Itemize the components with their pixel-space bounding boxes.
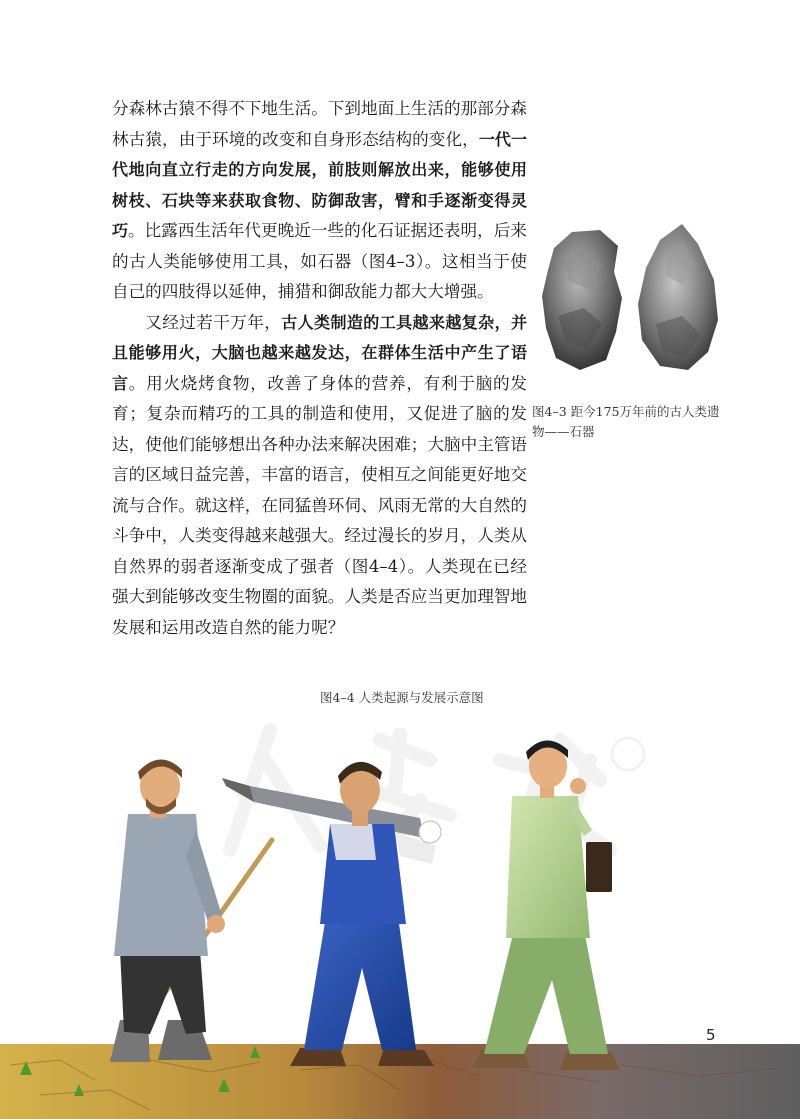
body-text [112, 94, 527, 643]
paragraph-2 [112, 308, 527, 644]
paragraph-1 [112, 94, 527, 308]
bold-text: 一代一代地向直立行走的方向发展，前肢则解放出来，能够使用树枝、石块等来获取食物、防御敌害，臂和手逐渐变得灵巧 [112, 129, 527, 240]
text-run: 。用火烧烤食物，改善了身体的营养，有利于脑的发育；复杂而精巧的工具的制造和使用，又促进了脑的发达，使他们能够想出各种办法来解决困难；大脑中主管语言的区域日益完善，丰富的语言，使相互之间能更好地交流与合作。就这样，在同猛兽环伺、风雨无常的大自然的斗争中，人类变得越来越强大。经过漫长的岁月，人类从自然界的弱者逐渐变成了强者（图4–4）。人类现在已经强大到能够改变生物圈的面貌。人类是否应当更加理智地发展和运用改造自然的能力呢？ [112, 373, 527, 637]
page-number: 5 [706, 1026, 716, 1044]
human-evolution-illustration [0, 720, 800, 1119]
text-run: 分森林古猿不得不下地生活。下到地面上生活的那部分森林古猿，由于环境的改变和自身形态结构的变化， [112, 99, 527, 149]
text-run: 。比露西生活年代更晚近一些的化石证据还表明，后来的古人类能够使用工具，如石器（图4–3）。这相当于使自己的四肢得以延伸，捕猎和御敌能力都大大增强。 [112, 221, 527, 301]
figure-4-3-caption: 图4–3 距今175万年前的古人类遗物——石器 [532, 404, 720, 439]
businessman-figure [472, 740, 620, 1070]
text-run: 又经过若干万年， [145, 312, 282, 332]
bold-text: 古人类制造的工具越来越复杂，并且能够用火，大脑也越来越发达，在群体生活中产生了语言 [112, 312, 527, 393]
figure-4-4-caption: 图4–4 人类起源与发展示意图 [320, 690, 484, 705]
stone-tools-image [532, 220, 732, 385]
